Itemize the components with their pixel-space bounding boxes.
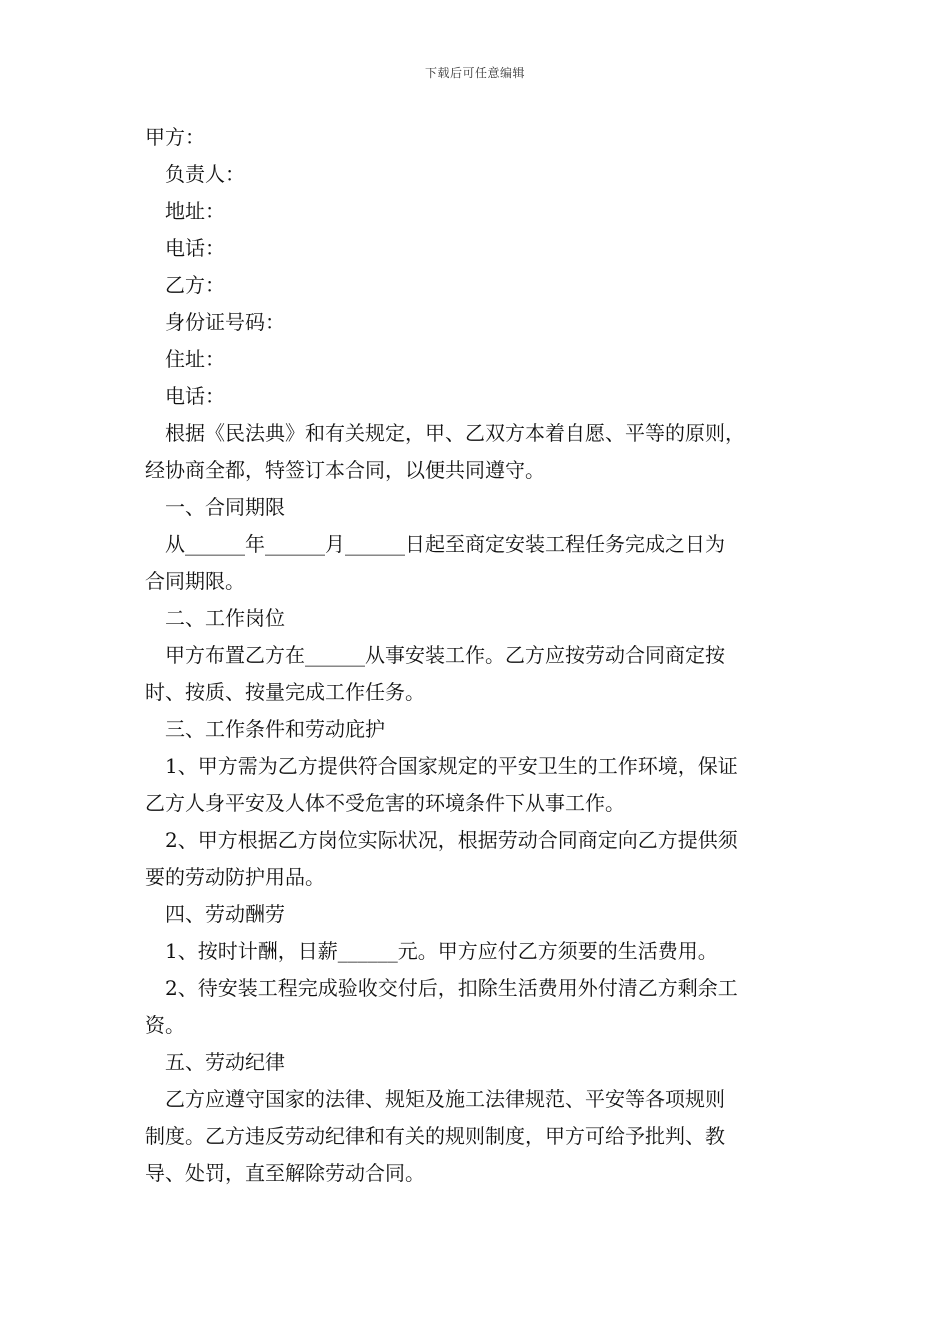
text-line: 电话： <box>165 236 225 260</box>
text-line: 导、处罚，直至解除劳动合同。 <box>145 1161 425 1185</box>
text-line: 负责人： <box>165 162 245 186</box>
text-line: 四、劳动酬劳 <box>165 902 285 926</box>
text-line: 合同期限。 <box>145 569 245 593</box>
text-line: 时、按质、按量完成工作任务。 <box>145 680 425 704</box>
text-line: 根据《民法典》和有关规定，甲、乙双方本着自愿、平等的原则， <box>165 421 745 445</box>
page-header: 下载后可任意编辑 <box>424 66 525 80</box>
text-line: 乙方： <box>165 273 225 297</box>
text-line: 要的劳动防护用品。 <box>145 865 325 889</box>
text-line: 五、劳动纪律 <box>165 1050 285 1074</box>
text-line: 二、工作岗位 <box>165 606 285 630</box>
text-line: 电话： <box>165 384 225 408</box>
text-line: 2、待安装工程完成验收交付后，扣除生活费用外付清乙方剩余工 <box>165 976 738 1000</box>
contract-body <box>145 119 810 1192</box>
text-line: 2、甲方根据乙方岗位实际状况，根据劳动合同商定向乙方提供须 <box>165 828 738 852</box>
text-line: 甲方布置乙方在______从事安装工作。乙方应按劳动合同商定按 <box>165 643 725 667</box>
text-line: 资。 <box>145 1013 185 1037</box>
text-line: 制度。乙方违反劳动纪律和有关的规则制度，甲方可给予批判、教 <box>145 1124 725 1148</box>
text-line: 1、按时计酬，日薪______元。甲方应付乙方须要的生活费用。 <box>165 939 718 963</box>
text-line: 甲方： <box>145 125 205 149</box>
text-line: 地址： <box>165 199 225 223</box>
text-line: 一、合同期限 <box>165 495 285 519</box>
text-line: 1、甲方需为乙方提供符合国家规定的平安卫生的工作环境，保证 <box>165 754 738 778</box>
text-line: 三、工作条件和劳动庇护 <box>165 717 385 741</box>
text-line: 乙方人身平安及人体不受危害的环境条件下从事工作。 <box>145 791 625 815</box>
text-line: 住址： <box>165 347 225 371</box>
text-line: 乙方应遵守国家的法律、规矩及施工法律规范、平安等各项规则 <box>165 1087 725 1111</box>
text-line: 从______年______月______日起至商定安装工程任务完成之日为 <box>165 532 725 556</box>
text-line: 经协商全都，特签订本合同，以便共同遵守。 <box>145 458 545 482</box>
text-line: 身份证号码： <box>165 310 285 334</box>
